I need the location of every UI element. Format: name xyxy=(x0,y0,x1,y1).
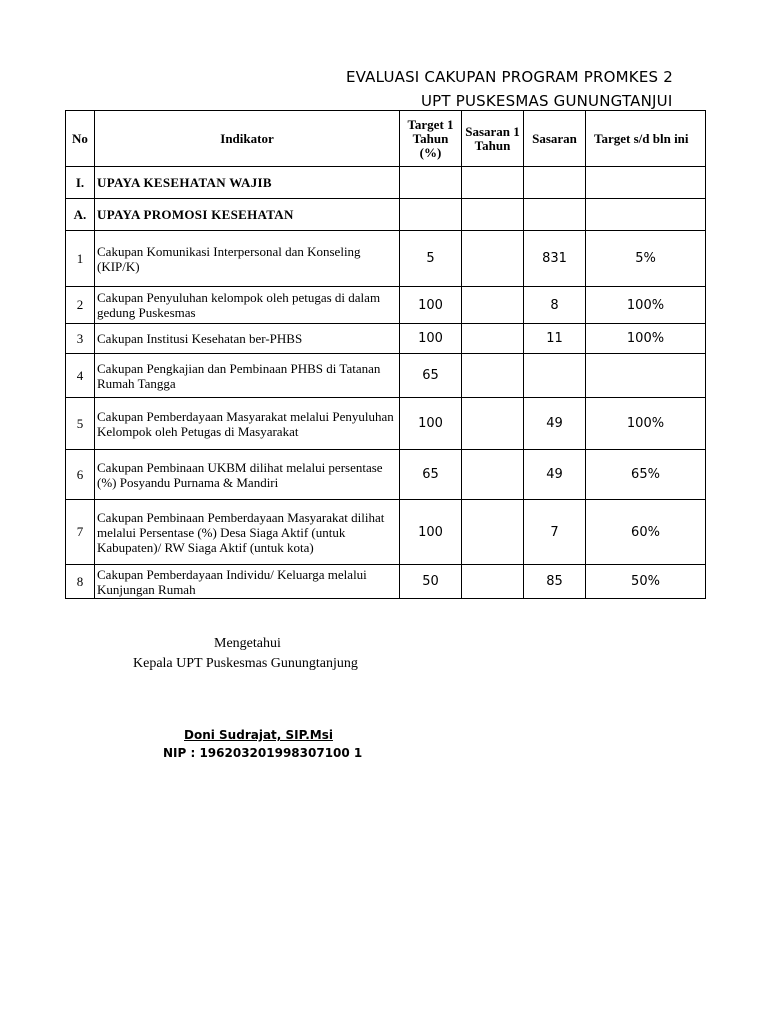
table-row xyxy=(66,450,706,500)
col-header-sasaran: Sasaran xyxy=(524,111,586,167)
row-sasaran: 8 xyxy=(524,287,586,324)
row-target-sd: 5% xyxy=(586,231,706,287)
row-target-sd: 60% xyxy=(586,500,706,565)
row-target-1-tahun: 100 xyxy=(400,324,462,354)
table-row xyxy=(66,565,706,599)
col-header-indikator: Indikator xyxy=(95,111,400,167)
row-sasaran-1-tahun xyxy=(462,450,524,500)
table-header-row xyxy=(66,111,706,167)
signature-role: Kepala UPT Puskesmas Gunungtanjung xyxy=(133,656,358,671)
row-no: 1 xyxy=(66,231,95,287)
section-no: A. xyxy=(66,199,95,231)
row-target-1-tahun: 65 xyxy=(400,354,462,398)
row-sasaran: 831 xyxy=(524,231,586,287)
row-indikator: Cakupan Institusi Kesehatan ber-PHBS xyxy=(95,324,400,354)
row-no: 4 xyxy=(66,354,95,398)
indicator-table xyxy=(65,110,706,599)
row-sasaran-1-tahun xyxy=(462,231,524,287)
empty-cell xyxy=(400,167,462,199)
report-title: EVALUASI CAKUPAN PROGRAM PROMKES 2 xyxy=(346,68,673,86)
table-row xyxy=(66,287,706,324)
row-target-1-tahun: 50 xyxy=(400,565,462,599)
col-header-sasaran-1-tahun: Sasaran 1 Tahun xyxy=(462,111,524,167)
row-no: 3 xyxy=(66,324,95,354)
row-target-1-tahun: 100 xyxy=(400,287,462,324)
row-no: 2 xyxy=(66,287,95,324)
row-indikator: Cakupan Komunikasi Interpersonal dan Konseling (KIP/K) xyxy=(95,231,400,287)
table-row xyxy=(66,354,706,398)
signature-known-by: Mengetahui xyxy=(214,636,281,651)
section-label: UPAYA PROMOSI KESEHATAN xyxy=(95,199,400,231)
row-sasaran-1-tahun xyxy=(462,398,524,450)
row-sasaran: 49 xyxy=(524,398,586,450)
report-subtitle: UPT PUSKESMAS GUNUNGTANJUI xyxy=(421,92,673,110)
section-label: UPAYA KESEHATAN WAJIB xyxy=(95,167,400,199)
section-no: I. xyxy=(66,167,95,199)
row-target-sd: 100% xyxy=(586,324,706,354)
empty-cell xyxy=(524,199,586,231)
table-row xyxy=(66,398,706,450)
col-header-target-1-tahun: Target 1 Tahun (%) xyxy=(400,111,462,167)
row-indikator: Cakupan Pemberdayaan Masyarakat melalui Penyuluhan Kelompok oleh Petugas di Masyarakat xyxy=(95,398,400,450)
row-no: 6 xyxy=(66,450,95,500)
row-sasaran: 7 xyxy=(524,500,586,565)
row-no: 5 xyxy=(66,398,95,450)
row-sasaran: 11 xyxy=(524,324,586,354)
row-target-1-tahun: 65 xyxy=(400,450,462,500)
table-row xyxy=(66,500,706,565)
row-target-sd: 100% xyxy=(586,287,706,324)
row-indikator: Cakupan Pembinaan UKBM dilihat melalui persentase (%) Posyandu Purnama & Mandiri xyxy=(95,450,400,500)
row-sasaran-1-tahun xyxy=(462,324,524,354)
empty-cell xyxy=(586,167,706,199)
section-row xyxy=(66,167,706,199)
empty-cell xyxy=(462,167,524,199)
row-target-1-tahun: 5 xyxy=(400,231,462,287)
row-target-sd xyxy=(586,354,706,398)
row-sasaran-1-tahun xyxy=(462,565,524,599)
row-no: 7 xyxy=(66,500,95,565)
signature-nip: NIP : 196203201998307100 1 xyxy=(163,746,363,760)
row-indikator: Cakupan Pemberdayaan Individu/ Keluarga melalui Kunjungan Rumah xyxy=(95,565,400,599)
col-header-target-sd-bln-ini: Target s/d bln ini xyxy=(586,111,706,167)
signature-name: Doni Sudrajat, SIP.Msi xyxy=(184,728,333,742)
empty-cell xyxy=(586,199,706,231)
empty-cell xyxy=(462,199,524,231)
indicator-table-container xyxy=(65,110,689,610)
row-target-1-tahun: 100 xyxy=(400,398,462,450)
row-sasaran-1-tahun xyxy=(462,500,524,565)
row-sasaran xyxy=(524,354,586,398)
row-indikator: Cakupan Penyuluhan kelompok oleh petugas di dalam gedung Puskesmas xyxy=(95,287,400,324)
empty-cell xyxy=(524,167,586,199)
row-sasaran: 49 xyxy=(524,450,586,500)
section-row xyxy=(66,199,706,231)
row-sasaran: 85 xyxy=(524,565,586,599)
row-target-sd: 65% xyxy=(586,450,706,500)
empty-cell xyxy=(400,199,462,231)
row-indikator: Cakupan Pembinaan Pemberdayaan Masyarakat dilihat melalui Persentase (%) Desa Siaga Aktif (untuk Kabupaten)/ RW Siaga Aktif (untuk kota) xyxy=(95,500,400,565)
row-sasaran-1-tahun xyxy=(462,287,524,324)
row-target-sd: 100% xyxy=(586,398,706,450)
row-target-sd: 50% xyxy=(586,565,706,599)
row-indikator: Cakupan Pengkajian dan Pembinaan PHBS di Tatanan Rumah Tangga xyxy=(95,354,400,398)
col-header-no: No xyxy=(66,111,95,167)
row-target-1-tahun: 100 xyxy=(400,500,462,565)
table-row xyxy=(66,231,706,287)
table-row xyxy=(66,324,706,354)
row-no: 8 xyxy=(66,565,95,599)
row-sasaran-1-tahun xyxy=(462,354,524,398)
